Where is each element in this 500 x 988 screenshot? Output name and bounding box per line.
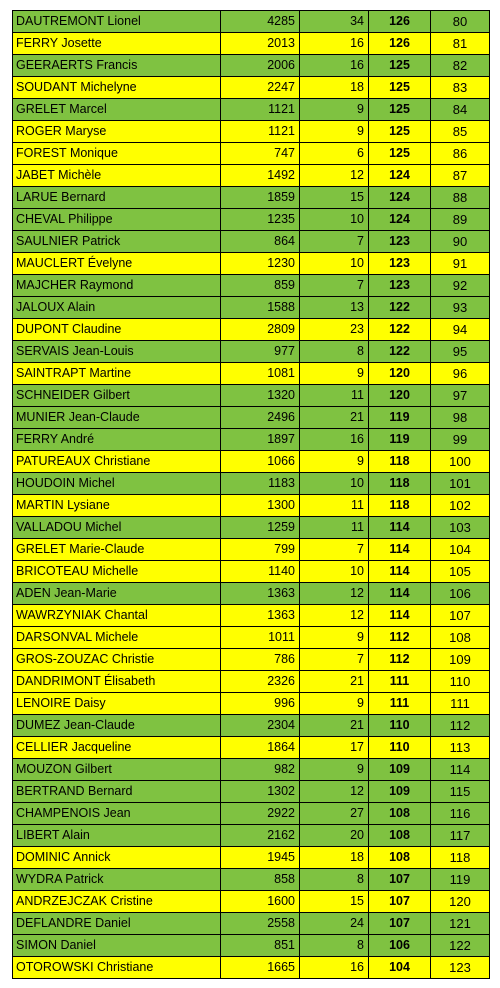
rank-number: 83: [431, 77, 490, 99]
rank-number: 117: [431, 825, 490, 847]
table-row: [13, 605, 490, 627]
player-name: FERRY André: [13, 429, 221, 451]
player-name: DANDRIMONT Élisabeth: [13, 671, 221, 693]
games-played: 11: [300, 517, 369, 539]
total-points: 1945: [221, 847, 300, 869]
rank-number: 96: [431, 363, 490, 385]
average-score: 111: [369, 671, 431, 693]
player-name: BERTRAND Bernard: [13, 781, 221, 803]
player-name: MAUCLERT Évelyne: [13, 253, 221, 275]
table-row: [13, 517, 490, 539]
total-points: 2809: [221, 319, 300, 341]
player-name: JALOUX Alain: [13, 297, 221, 319]
rank-number: 116: [431, 803, 490, 825]
rank-number: 84: [431, 99, 490, 121]
average-score: 104: [369, 957, 431, 979]
games-played: 7: [300, 231, 369, 253]
total-points: 977: [221, 341, 300, 363]
table-row: [13, 935, 490, 957]
average-score: 122: [369, 319, 431, 341]
table-row: [13, 539, 490, 561]
games-played: 23: [300, 319, 369, 341]
table-row: [13, 209, 490, 231]
player-name: JABET Michèle: [13, 165, 221, 187]
total-points: 1665: [221, 957, 300, 979]
games-played: 17: [300, 737, 369, 759]
average-score: 108: [369, 803, 431, 825]
games-played: 34: [300, 11, 369, 33]
average-score: 122: [369, 297, 431, 319]
player-name: LIBERT Alain: [13, 825, 221, 847]
table-row: [13, 55, 490, 77]
player-name: FERRY Josette: [13, 33, 221, 55]
table-row: [13, 913, 490, 935]
average-score: 118: [369, 495, 431, 517]
total-points: 1859: [221, 187, 300, 209]
player-name: GRELET Marcel: [13, 99, 221, 121]
rank-number: 104: [431, 539, 490, 561]
ranking-table-body: [13, 11, 490, 979]
average-score: 120: [369, 385, 431, 407]
rank-number: 121: [431, 913, 490, 935]
games-played: 12: [300, 781, 369, 803]
player-name: ADEN Jean-Marie: [13, 583, 221, 605]
total-points: 2496: [221, 407, 300, 429]
average-score: 107: [369, 869, 431, 891]
table-row: [13, 297, 490, 319]
table-row: [13, 99, 490, 121]
table-row: [13, 165, 490, 187]
rank-number: 94: [431, 319, 490, 341]
average-score: 108: [369, 847, 431, 869]
rank-number: 95: [431, 341, 490, 363]
table-row: [13, 143, 490, 165]
total-points: 2304: [221, 715, 300, 737]
total-points: 4285: [221, 11, 300, 33]
average-score: 114: [369, 605, 431, 627]
average-score: 125: [369, 55, 431, 77]
games-played: 21: [300, 715, 369, 737]
total-points: 1897: [221, 429, 300, 451]
table-row: [13, 583, 490, 605]
average-score: 124: [369, 165, 431, 187]
player-name: SIMON Daniel: [13, 935, 221, 957]
table-row: [13, 187, 490, 209]
player-name: OTOROWSKI Christiane: [13, 957, 221, 979]
rank-number: 99: [431, 429, 490, 451]
player-name: FOREST Monique: [13, 143, 221, 165]
rank-number: 100: [431, 451, 490, 473]
player-name: MOUZON Gilbert: [13, 759, 221, 781]
total-points: 2558: [221, 913, 300, 935]
games-played: 13: [300, 297, 369, 319]
total-points: 1121: [221, 99, 300, 121]
games-played: 16: [300, 429, 369, 451]
total-points: 2006: [221, 55, 300, 77]
player-name: GRELET Marie-Claude: [13, 539, 221, 561]
table-row: [13, 627, 490, 649]
games-played: 9: [300, 99, 369, 121]
games-played: 27: [300, 803, 369, 825]
rank-number: 89: [431, 209, 490, 231]
table-row: [13, 473, 490, 495]
total-points: 1492: [221, 165, 300, 187]
player-name: MUNIER Jean-Claude: [13, 407, 221, 429]
average-score: 125: [369, 99, 431, 121]
rank-number: 97: [431, 385, 490, 407]
rank-number: 108: [431, 627, 490, 649]
player-name: CELLIER Jacqueline: [13, 737, 221, 759]
rank-number: 115: [431, 781, 490, 803]
player-name: SCHNEIDER Gilbert: [13, 385, 221, 407]
total-points: 1230: [221, 253, 300, 275]
table-row: [13, 253, 490, 275]
table-row: [13, 715, 490, 737]
rank-number: 106: [431, 583, 490, 605]
player-name: DOMINIC Annick: [13, 847, 221, 869]
table-row: [13, 957, 490, 979]
games-played: 8: [300, 341, 369, 363]
rank-number: 87: [431, 165, 490, 187]
games-played: 9: [300, 121, 369, 143]
games-played: 9: [300, 451, 369, 473]
player-name: LARUE Bernard: [13, 187, 221, 209]
table-row: [13, 561, 490, 583]
player-name: GROS-ZOUZAC Christie: [13, 649, 221, 671]
total-points: 1363: [221, 605, 300, 627]
player-name: DAUTREMONT Lionel: [13, 11, 221, 33]
table-row: [13, 77, 490, 99]
average-score: 114: [369, 583, 431, 605]
player-name: SOUDANT Michelyne: [13, 77, 221, 99]
rank-number: 122: [431, 935, 490, 957]
average-score: 122: [369, 341, 431, 363]
table-row: [13, 275, 490, 297]
average-score: 114: [369, 539, 431, 561]
rank-number: 102: [431, 495, 490, 517]
games-played: 9: [300, 363, 369, 385]
total-points: 786: [221, 649, 300, 671]
games-played: 11: [300, 495, 369, 517]
total-points: 859: [221, 275, 300, 297]
average-score: 112: [369, 649, 431, 671]
average-score: 109: [369, 759, 431, 781]
player-name: PATUREAUX Christiane: [13, 451, 221, 473]
table-row: [13, 495, 490, 517]
rank-number: 92: [431, 275, 490, 297]
player-name: DEFLANDRE Daniel: [13, 913, 221, 935]
table-row: [13, 319, 490, 341]
games-played: 18: [300, 847, 369, 869]
average-score: 118: [369, 473, 431, 495]
total-points: 1864: [221, 737, 300, 759]
table-row: [13, 693, 490, 715]
rank-number: 111: [431, 693, 490, 715]
total-points: 1011: [221, 627, 300, 649]
table-row: [13, 231, 490, 253]
total-points: 1081: [221, 363, 300, 385]
games-played: 16: [300, 957, 369, 979]
total-points: 996: [221, 693, 300, 715]
total-points: 858: [221, 869, 300, 891]
games-played: 24: [300, 913, 369, 935]
games-played: 12: [300, 605, 369, 627]
total-points: 1600: [221, 891, 300, 913]
games-played: 10: [300, 473, 369, 495]
rank-number: 101: [431, 473, 490, 495]
rank-number: 107: [431, 605, 490, 627]
games-played: 18: [300, 77, 369, 99]
rank-number: 119: [431, 869, 490, 891]
player-name: DUMEZ Jean-Claude: [13, 715, 221, 737]
table-row: [13, 891, 490, 913]
average-score: 123: [369, 275, 431, 297]
games-played: 10: [300, 209, 369, 231]
total-points: 1259: [221, 517, 300, 539]
rank-number: 118: [431, 847, 490, 869]
total-points: 2247: [221, 77, 300, 99]
rank-number: 103: [431, 517, 490, 539]
player-name: SERVAIS Jean-Louis: [13, 341, 221, 363]
player-name: GEERAERTS Francis: [13, 55, 221, 77]
average-score: 114: [369, 561, 431, 583]
average-score: 126: [369, 33, 431, 55]
table-row: [13, 385, 490, 407]
table-row: [13, 33, 490, 55]
games-played: 7: [300, 539, 369, 561]
total-points: 1121: [221, 121, 300, 143]
average-score: 125: [369, 121, 431, 143]
total-points: 1235: [221, 209, 300, 231]
average-score: 120: [369, 363, 431, 385]
total-points: 1300: [221, 495, 300, 517]
average-score: 107: [369, 913, 431, 935]
average-score: 125: [369, 77, 431, 99]
games-played: 15: [300, 187, 369, 209]
games-played: 21: [300, 671, 369, 693]
games-played: 9: [300, 627, 369, 649]
games-played: 8: [300, 869, 369, 891]
player-name: HOUDOIN Michel: [13, 473, 221, 495]
table-row: [13, 869, 490, 891]
games-played: 6: [300, 143, 369, 165]
rank-number: 90: [431, 231, 490, 253]
table-row: [13, 781, 490, 803]
total-points: 799: [221, 539, 300, 561]
player-name: MARTIN Lysiane: [13, 495, 221, 517]
rank-number: 98: [431, 407, 490, 429]
average-score: 119: [369, 429, 431, 451]
rank-number: 112: [431, 715, 490, 737]
player-name: CHAMPENOIS Jean: [13, 803, 221, 825]
rank-number: 109: [431, 649, 490, 671]
table-row: [13, 759, 490, 781]
player-name: WYDRA Patrick: [13, 869, 221, 891]
total-points: 1066: [221, 451, 300, 473]
average-score: 112: [369, 627, 431, 649]
total-points: 851: [221, 935, 300, 957]
player-name: CHEVAL Philippe: [13, 209, 221, 231]
average-score: 114: [369, 517, 431, 539]
table-row: [13, 737, 490, 759]
player-name: MAJCHER Raymond: [13, 275, 221, 297]
player-name: LENOIRE Daisy: [13, 693, 221, 715]
average-score: 107: [369, 891, 431, 913]
player-name: SAINTRAPT Martine: [13, 363, 221, 385]
rank-number: 113: [431, 737, 490, 759]
ranking-table: [12, 10, 490, 979]
average-score: 124: [369, 187, 431, 209]
total-points: 982: [221, 759, 300, 781]
total-points: 747: [221, 143, 300, 165]
table-row: [13, 847, 490, 869]
table-row: [13, 341, 490, 363]
total-points: 1363: [221, 583, 300, 605]
rank-number: 81: [431, 33, 490, 55]
total-points: 864: [221, 231, 300, 253]
average-score: 110: [369, 737, 431, 759]
total-points: 1140: [221, 561, 300, 583]
rank-number: 88: [431, 187, 490, 209]
player-name: DARSONVAL Michele: [13, 627, 221, 649]
games-played: 20: [300, 825, 369, 847]
table-row: [13, 825, 490, 847]
total-points: 1302: [221, 781, 300, 803]
games-played: 10: [300, 253, 369, 275]
total-points: 2013: [221, 33, 300, 55]
table-row: [13, 121, 490, 143]
player-name: WAWRZYNIAK Chantal: [13, 605, 221, 627]
player-name: SAULNIER Patrick: [13, 231, 221, 253]
rank-number: 85: [431, 121, 490, 143]
player-name: DUPONT Claudine: [13, 319, 221, 341]
table-row: [13, 429, 490, 451]
games-played: 11: [300, 385, 369, 407]
table-row: [13, 803, 490, 825]
games-played: 9: [300, 759, 369, 781]
games-played: 12: [300, 165, 369, 187]
average-score: 109: [369, 781, 431, 803]
games-played: 7: [300, 275, 369, 297]
rank-number: 80: [431, 11, 490, 33]
total-points: 2326: [221, 671, 300, 693]
table-row: [13, 649, 490, 671]
average-score: 123: [369, 253, 431, 275]
average-score: 126: [369, 11, 431, 33]
total-points: 1320: [221, 385, 300, 407]
rank-number: 114: [431, 759, 490, 781]
rank-number: 110: [431, 671, 490, 693]
rank-number: 120: [431, 891, 490, 913]
average-score: 124: [369, 209, 431, 231]
table-row: [13, 363, 490, 385]
total-points: 1183: [221, 473, 300, 495]
games-played: 16: [300, 33, 369, 55]
total-points: 1588: [221, 297, 300, 319]
average-score: 106: [369, 935, 431, 957]
games-played: 8: [300, 935, 369, 957]
games-played: 21: [300, 407, 369, 429]
player-name: ROGER Maryse: [13, 121, 221, 143]
table-row: [13, 451, 490, 473]
table-row: [13, 407, 490, 429]
rank-number: 91: [431, 253, 490, 275]
average-score: 108: [369, 825, 431, 847]
table-row: [13, 671, 490, 693]
rank-number: 86: [431, 143, 490, 165]
total-points: 2922: [221, 803, 300, 825]
average-score: 111: [369, 693, 431, 715]
average-score: 110: [369, 715, 431, 737]
total-points: 2162: [221, 825, 300, 847]
average-score: 119: [369, 407, 431, 429]
games-played: 12: [300, 583, 369, 605]
average-score: 123: [369, 231, 431, 253]
games-played: 7: [300, 649, 369, 671]
player-name: BRICOTEAU Michelle: [13, 561, 221, 583]
rank-number: 93: [431, 297, 490, 319]
games-played: 15: [300, 891, 369, 913]
table-row: [13, 11, 490, 33]
player-name: ANDRZEJCZAK Cristine: [13, 891, 221, 913]
rank-number: 82: [431, 55, 490, 77]
average-score: 125: [369, 143, 431, 165]
games-played: 10: [300, 561, 369, 583]
rank-number: 123: [431, 957, 490, 979]
games-played: 16: [300, 55, 369, 77]
player-name: VALLADOU Michel: [13, 517, 221, 539]
rank-number: 105: [431, 561, 490, 583]
average-score: 118: [369, 451, 431, 473]
games-played: 9: [300, 693, 369, 715]
